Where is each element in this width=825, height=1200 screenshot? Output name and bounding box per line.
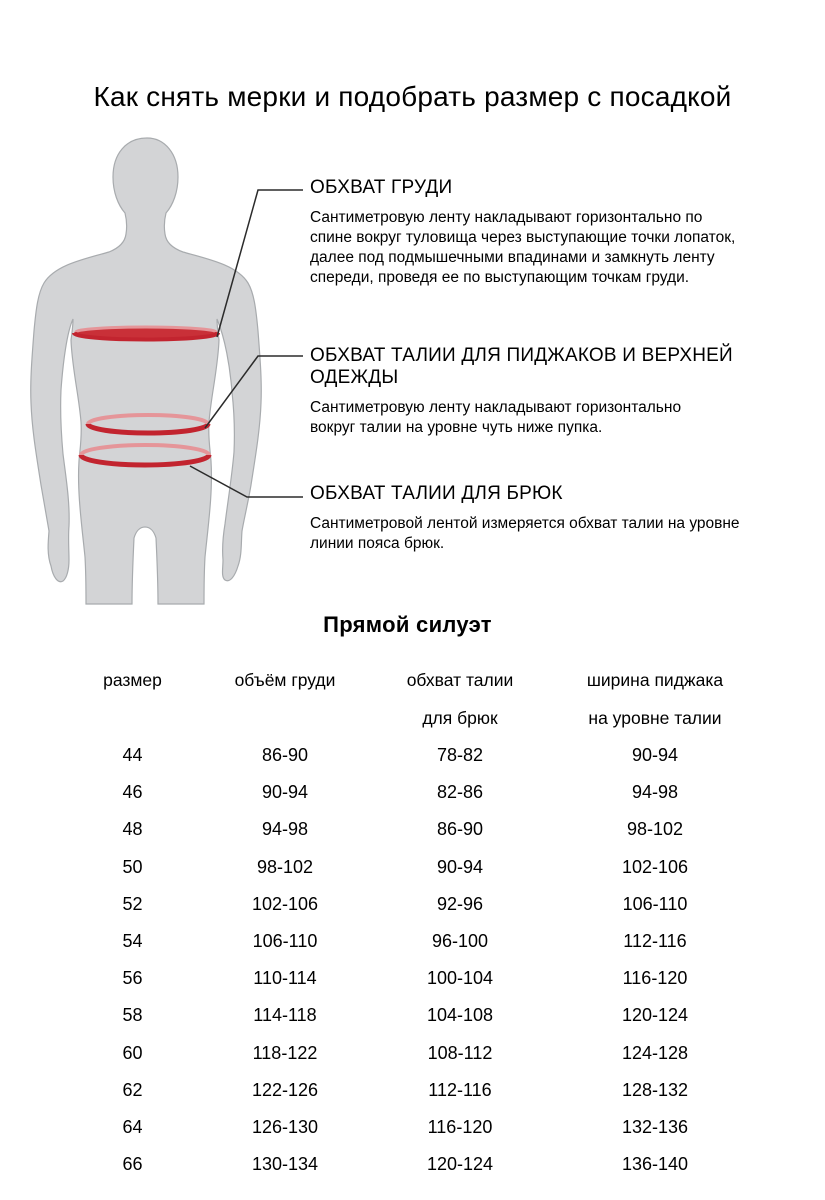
size-cell: 90-94 (261, 782, 309, 803)
size-cell: 118-122 (252, 1042, 318, 1063)
size-cell: 116-120 (622, 968, 688, 989)
size-cell: 112-116 (623, 931, 687, 952)
size-cell: 122-126 (251, 1079, 319, 1100)
size-cell: 86-90 (436, 819, 484, 840)
size-cell: 110-114 (253, 968, 317, 989)
table-row (60, 774, 755, 811)
size-cell: 102-106 (251, 893, 319, 914)
size-cell: 82-86 (436, 782, 484, 803)
size-cell: 52 (122, 893, 143, 914)
size-table-body (60, 737, 755, 1183)
size-cell: 58 (122, 1005, 143, 1026)
chest-measure-band (74, 327, 218, 340)
note-trouser-waist-body: Сантиметровой лентой измеряется обхват талии на уровне линии пояса брюк. (310, 515, 740, 552)
size-cell: 94-98 (261, 819, 309, 840)
table-header-row-1 (60, 661, 755, 699)
size-cell: 136-140 (621, 1154, 689, 1175)
table-row (60, 923, 755, 960)
size-cell: 64 (122, 1116, 143, 1137)
size-cell: 132-136 (621, 1116, 689, 1137)
size-cell: 108-112 (427, 1042, 493, 1063)
size-cell: 104-108 (426, 1005, 494, 1026)
size-cell: 120-124 (426, 1154, 494, 1175)
size-cell: 124-128 (621, 1042, 689, 1063)
size-cell: 56 (122, 968, 143, 989)
size-cell: 92-96 (436, 893, 484, 914)
size-cell: 86-90 (261, 745, 309, 766)
male-silhouette (31, 138, 262, 604)
size-cell: 90-94 (436, 856, 484, 877)
size-cell: 120-124 (621, 1005, 689, 1026)
silhouette-body (31, 138, 262, 604)
size-cell: 116-120 (427, 1116, 493, 1137)
size-cell: 62 (122, 1079, 143, 1100)
size-cell: 60 (122, 1042, 143, 1063)
size-cell: 48 (122, 819, 143, 840)
note-chest-heading: ОБХВАТ ГРУДИ (310, 177, 453, 198)
size-cell: 106-110 (622, 893, 688, 914)
table-header-row-2 (60, 699, 755, 737)
table-row (60, 1146, 755, 1183)
size-table (60, 661, 755, 1183)
table-row (60, 997, 755, 1034)
size-cell: 130-134 (251, 1154, 319, 1175)
table-row (60, 960, 755, 997)
size-cell: 112-116 (428, 1079, 492, 1100)
note-trouser-waist (310, 483, 780, 554)
note-chest-body: Сантиметровую ленту накладывают горизонтально по спине вокруг туловища через выступающие точки лопаток, далее под подмышечными впадинами и замкнуть ленту спереди, проведя ее по выступающим точкам груди. (310, 209, 736, 286)
size-cell: 100-104 (426, 968, 494, 989)
table-title: Прямой силуэт (323, 612, 492, 637)
col-header-size-line2 (60, 699, 205, 737)
size-cell: 50 (122, 856, 143, 877)
table-row (60, 1072, 755, 1109)
table-row (60, 1109, 755, 1146)
col-header-jacket-width-line2: на уровне талии (588, 707, 722, 728)
table-row (60, 811, 755, 848)
size-cell: 96-100 (431, 931, 489, 952)
note-trouser-waist-heading: ОБХВАТ ТАЛИИ ДЛЯ БРЮК (310, 483, 563, 504)
size-cell: 102-106 (621, 856, 689, 877)
note-jacket-waist (310, 345, 780, 438)
col-header-jacket-width-line1: ширина пиджака (586, 669, 724, 690)
size-cell: 90-94 (631, 745, 679, 766)
note-jacket-waist-body: Сантиметровую ленту накладывают горизонтально вокруг талии на уровне чуть ниже пупка. (310, 399, 682, 436)
col-header-size: размер (103, 669, 162, 690)
col-header-waist-line1: обхват талии (406, 669, 514, 690)
table-row (60, 886, 755, 923)
table-row (60, 1035, 755, 1072)
page-title: Как снять мерки и подобрать размер с посадкой (93, 81, 732, 112)
note-jacket-waist-heading: ОБХВАТ ТАЛИИ ДЛЯ ПИДЖАКОВ И ВЕРХНЕЙ ОДЕЖДЫ (310, 345, 733, 388)
table-row (60, 849, 755, 886)
col-header-chest-line2 (205, 699, 365, 737)
table-row (60, 737, 755, 774)
size-cell: 98-102 (256, 856, 314, 877)
size-cell: 66 (122, 1154, 143, 1175)
size-cell: 54 (122, 931, 143, 952)
size-cell: 126-130 (251, 1116, 319, 1137)
size-cell: 106-110 (252, 931, 318, 952)
size-cell: 94-98 (631, 782, 679, 803)
size-cell: 128-132 (621, 1079, 689, 1100)
size-cell: 114-118 (253, 1005, 317, 1026)
size-cell: 98-102 (626, 819, 684, 840)
col-header-chest: объём груди (234, 669, 336, 690)
col-header-waist-line2: для брюк (422, 707, 498, 728)
size-cell: 46 (122, 782, 143, 803)
size-cell: 44 (122, 745, 143, 766)
note-chest (310, 177, 780, 288)
size-cell: 78-82 (436, 745, 484, 766)
